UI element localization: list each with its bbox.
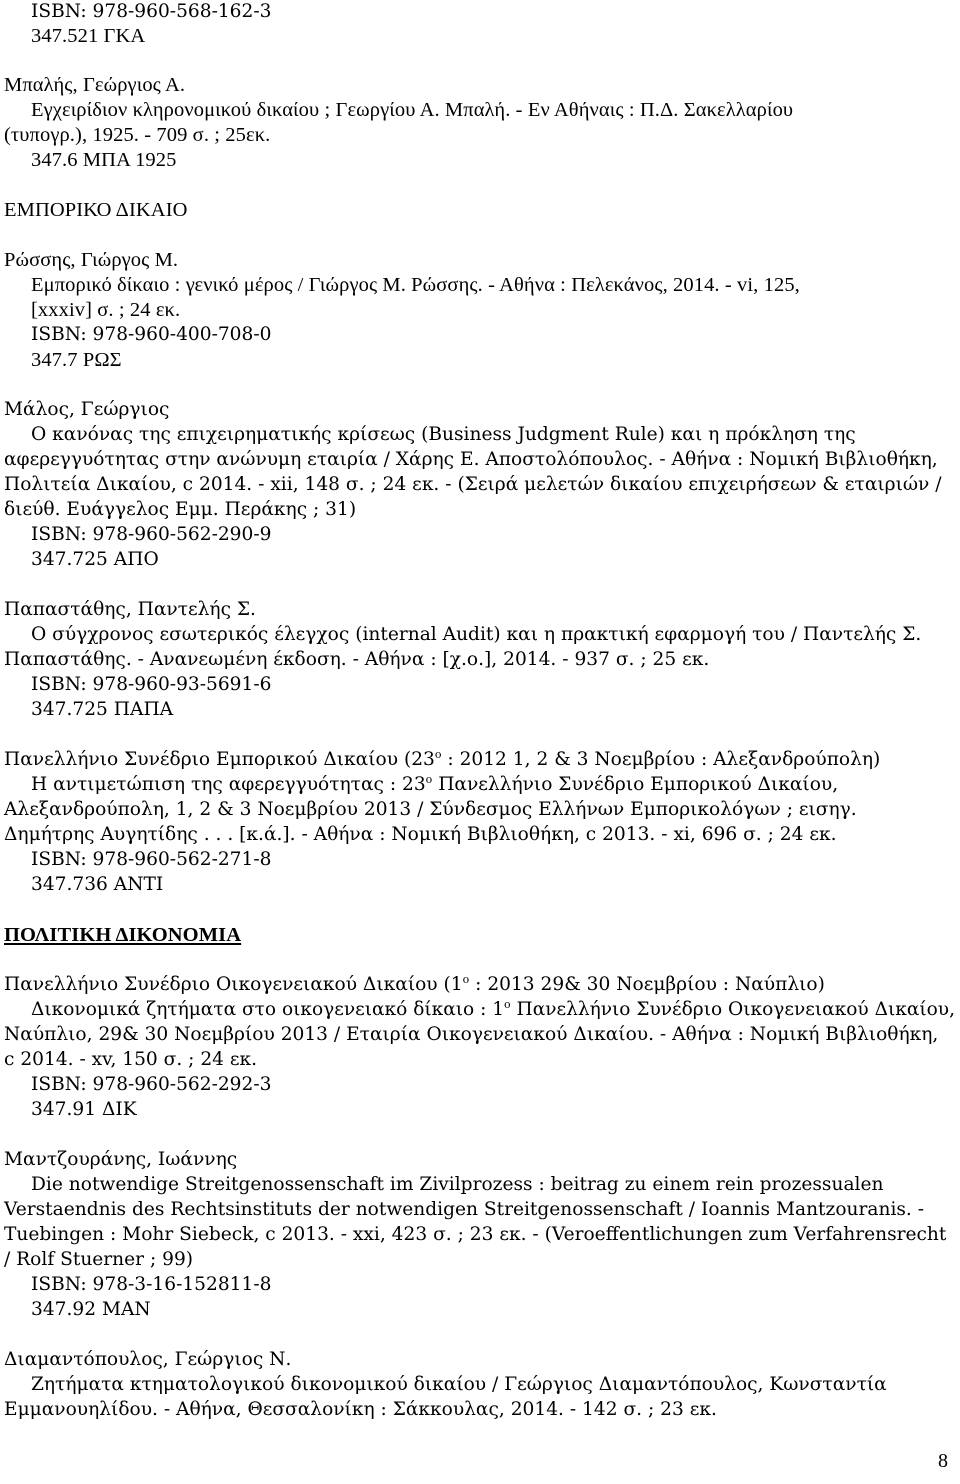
call-number: 347.92 ΜΑΝ xyxy=(31,1299,151,1320)
author-text: Πανελλήνιο Συνέδριο Οικογενειακού Δικαίου (1 xyxy=(4,974,463,995)
entry-author: Μαντζουράνης, Ιωάννης xyxy=(4,1149,238,1170)
ordinal-superscript: ο xyxy=(434,747,442,761)
entry-title-line: Ζητήματα κτηματολογικού δικονομικού δικαίου / Γεώργιος Διαμαντόπουλος, Κωνσταντία xyxy=(31,1374,887,1395)
call-number: 347.736 ΑΝΤΙ xyxy=(31,874,164,895)
entry-title-line: Εγχειρίδιον κληρονομικού δικαίου ; Γεωργίου Α. Μπαλή. - Εν Αθήναις : Π.Δ. Σακελλαρίου xyxy=(31,99,794,121)
call-number: 347.6 ΜΠΑ 1925 xyxy=(31,149,177,171)
entry-title-line: Αλεξανδρούπολη, 1, 2 & 3 Νοεμβρίου 2013 / Σύνδεσμος Ελλήνων Εμπορικολόγων ; εισηγ. xyxy=(4,799,857,820)
author-text: Πανελλήνιο Συνέδριο Εμπορικού Δικαίου (23 xyxy=(4,749,435,770)
isbn-line: ISBN: 978-960-562-290-9 xyxy=(31,524,272,545)
entry-title-line: Παπαστάθης. - Ανανεωμένη έκδοση. - Αθήνα : [χ.ο.], 2014. - 937 σ. ; 25 εκ. xyxy=(4,649,710,670)
ordinal-superscript: ο xyxy=(425,772,433,786)
entry-title-line: [xxxiv] σ. ; 24 εκ. xyxy=(31,299,181,321)
isbn-line: ISBN: 978-960-568-162-3 xyxy=(31,1,272,22)
entry-title-line: διεύθ. Ευάγγελος Εμμ. Περάκης ; 31) xyxy=(4,499,357,520)
entry-author xyxy=(4,748,880,773)
author-text: : 2013 29& 30 Νοεμβρίου : Ναύπλιο) xyxy=(469,974,825,995)
isbn-line: ISBN: 978-960-562-292-3 xyxy=(31,1074,272,1095)
title-text: Πανελλήνιο Συνέδριο Εμπορικού Δικαίου, xyxy=(432,774,839,795)
title-text: Πανελλήνιο Συνέδριο Οικογενειακού Δικαίου, xyxy=(510,999,955,1020)
entry-title-line: Tuebingen : Mohr Siebeck, c 2013. - xxi, 423 σ. ; 23 εκ. - (Veroeffentlichungen zum Verfahrensrecht xyxy=(4,1224,947,1245)
entry-title-line: Εμπορικό δίκαιο : γενικό μέρος / Γιώργος Μ. Ρώσσης. - Αθήνα : Πελεκάνος, 2014. - vi, 125, xyxy=(31,274,800,296)
call-number: 347.725 ΠΑΠΑ xyxy=(31,699,174,720)
section-heading: ΕΜΠΟΡΙΚΟ ΔΙΚΑΙΟ xyxy=(4,199,188,221)
title-text: Δικονομικά ζητήματα στο οικογενειακό δίκαιο : 1 xyxy=(31,999,505,1020)
entry-title-line: Ο σύγχρονος εσωτερικός έλεγχος (internal Audit) και η πρακτική εφαρμογή του / Παντελής Σ. xyxy=(31,624,922,645)
entry-title-line xyxy=(31,998,955,1023)
entry-author: Ρώσσης, Γιώργος Μ. xyxy=(4,249,179,271)
entry-author: Παπαστάθης, Παντελής Σ. xyxy=(4,599,256,620)
entry-title-line: Ο κανόνας της επιχειρηματικής κρίσεως (Business Judgment Rule) και η πρόκληση της xyxy=(31,424,856,445)
entry-title-line: Verstaendnis des Rechtsinstituts der notwendigen Streitgenossenschaft / Ioannis Mantzouranis. - xyxy=(4,1199,925,1220)
entry-author: Διαμαντόπουλος, Γεώργιος Ν. xyxy=(4,1349,292,1370)
section-heading: ΠΟΛΙΤΙΚΗ ΔΙΚΟΝΟΜΙΑ xyxy=(4,924,242,946)
call-number: 347.725 ΑΠΟ xyxy=(31,549,159,570)
author-text: : 2012 1, 2 & 3 Νοεμβρίου : Αλεξανδρούπολη) xyxy=(441,749,881,770)
entry-title-line xyxy=(31,773,838,798)
ordinal-superscript: ο xyxy=(504,997,511,1011)
call-number: 347.521 ΓΚΑ xyxy=(31,25,146,47)
isbn-line: ISBN: 978-960-400-708-0 xyxy=(31,324,272,345)
ordinal-superscript: ο xyxy=(462,972,470,986)
entry-title-line: Die notwendige Streitgenossenschaft im Zivilprozess : beitrag zu einem rein prozessualen xyxy=(31,1174,884,1195)
entry-title-line: / Rolf Stuerner ; 99) xyxy=(4,1249,194,1270)
entry-author xyxy=(4,973,825,998)
entry-title-line: Εμμανουηλίδου. - Αθήνα, Θεσσαλονίκη : Σάκκουλας, 2014. - 142 σ. ; 23 εκ. xyxy=(4,1399,717,1420)
entry-title-line: Ναύπλιο, 29& 30 Νοεμβρίου 2013 / Εταιρία Οικογενειακού Δικαίου. - Αθήνα : Νομική Βιβλιοθήκη, xyxy=(4,1024,939,1045)
isbn-line: ISBN: 978-960-93-5691-6 xyxy=(31,674,272,695)
call-number: 347.7 ΡΩΣ xyxy=(31,349,122,371)
entry-title-line: c 2014. - xv, 150 σ. ; 24 εκ. xyxy=(4,1049,258,1070)
isbn-line: ISBN: 978-960-562-271-8 xyxy=(31,849,272,870)
title-text: Η αντιμετώπιση της αφερεγγυότητας : 23 xyxy=(31,774,426,795)
entry-author: Μπαλής, Γεώργιος Α. xyxy=(4,74,186,96)
entry-title-line: (τυπογρ.), 1925. - 709 σ. ; 25εκ. xyxy=(4,124,271,146)
entry-title-line: Δημήτρης Αυγητίδης . . . [κ.ά.]. - Αθήνα : Νομική Βιβλιοθήκη, c 2013. - xi, 696 σ. ; 24 εκ. xyxy=(4,824,837,845)
entry-title-line: Πολιτεία Δικαίου, c 2014. - xii, 148 σ. ; 24 εκ. - (Σειρά μελετών δικαίου επιχειρήσεων & εταιριών / xyxy=(4,474,942,495)
isbn-line: ISBN: 978-3-16-152811-8 xyxy=(31,1274,272,1295)
entry-author: Μάλος, Γεώργιος xyxy=(4,399,170,420)
page-number: 8 xyxy=(938,1450,948,1472)
entry-title-line: αφερεγγυότητας στην ανώνυμη εταιρία / Χάρης Ε. Αποστολόπουλος. - Αθήνα : Νομική Βιβλιοθήκη, xyxy=(4,449,938,470)
call-number: 347.91 ΔΙΚ xyxy=(31,1099,137,1120)
